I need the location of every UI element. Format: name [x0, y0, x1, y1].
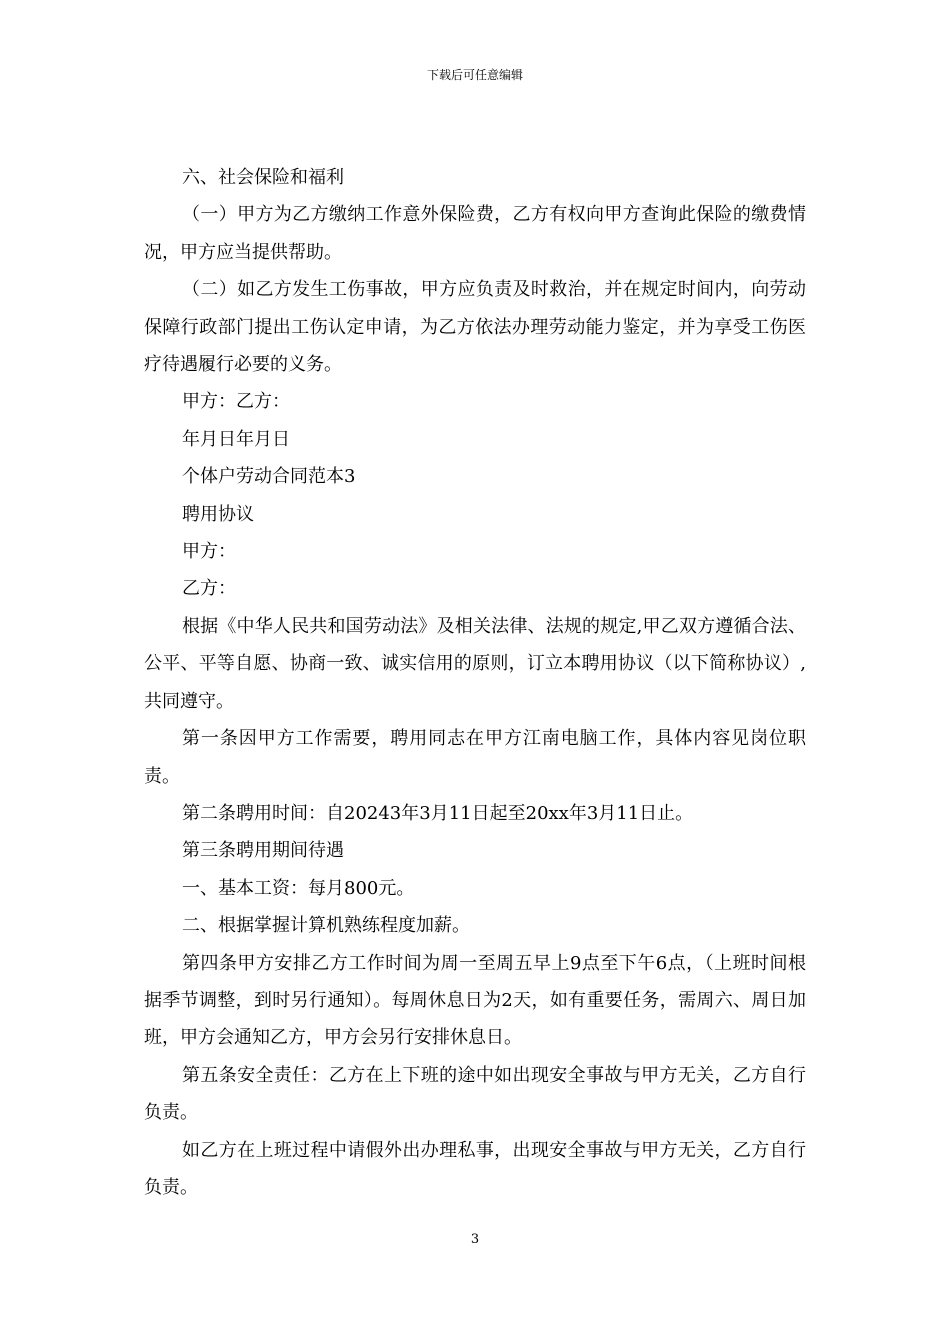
- article-5: 第五条安全责任：乙方在上下班的途中如出现安全事故与甲方无关，乙方自行负责。: [144, 1064, 806, 1124]
- document-body: [144, 159, 806, 1206]
- article-2: 第二条聘用时间：自20243年3月11日起至20xx年3月11日止。: [182, 802, 694, 824]
- paragraph-preamble: 根据《中华人民共和国劳动法》及相关法律、法规的规定,甲乙双方遵循合法、公平、平等自愿、协商一致、诚实信用的原则，订立本聘用协议（以下简称协议）,共同遵守。: [144, 615, 806, 712]
- article-3-item-2: 二、根据掌握计算机熟练程度加薪。: [182, 915, 470, 937]
- article-3-item-1: 一、基本工资：每月800元。: [182, 877, 415, 899]
- page-number: 3: [470, 1232, 480, 1247]
- page-header: 下载后可任意编辑: [426, 68, 523, 82]
- signature-parties-line: 甲方：乙方：: [182, 391, 290, 413]
- party-a-field: 甲方：: [182, 541, 236, 563]
- contract-title: 个体户劳动合同范本3: [182, 466, 356, 488]
- article-4: 第四条甲方安排乙方工作时间为周一至周五早上9点至下午6点，（上班时间根据季节调整，到时另行通知）。每周休息日为2天，如有重要任务，需周六、周日加班，甲方会通知乙方，甲方会另行安排休息日。: [144, 952, 806, 1049]
- article-3-heading: 第三条聘用期间待遇: [182, 840, 344, 862]
- signature-date-line: 年月日年月日: [182, 428, 290, 450]
- section-heading-social-insurance: 六、社会保险和福利: [182, 167, 344, 188]
- article-1: 第一条因甲方工作需要，聘用同志在甲方江南电脑工作，具体内容见岗位职责。: [144, 728, 806, 787]
- paragraph-insurance-item-2: （二）如乙方发生工伤事故，甲方应负责及时救治，并在规定时间内，向劳动保障行政部门提出工伤认定申请，为乙方依法办理劳动能力鉴定，并为享受工伤医疗待遇履行必要的义务。: [144, 279, 806, 376]
- party-b-field: 乙方：: [182, 578, 236, 600]
- agreement-title: 聘用协议: [182, 503, 254, 525]
- paragraph-insurance-item-1: （一）甲方为乙方缴纳工作意外保险费，乙方有权向甲方查询此保险的缴费情况，甲方应当提供帮助。: [144, 204, 806, 263]
- article-5-continued: 如乙方在上班过程中请假外出办理私事，出现安全事故与甲方无关，乙方自行负责。: [144, 1139, 806, 1198]
